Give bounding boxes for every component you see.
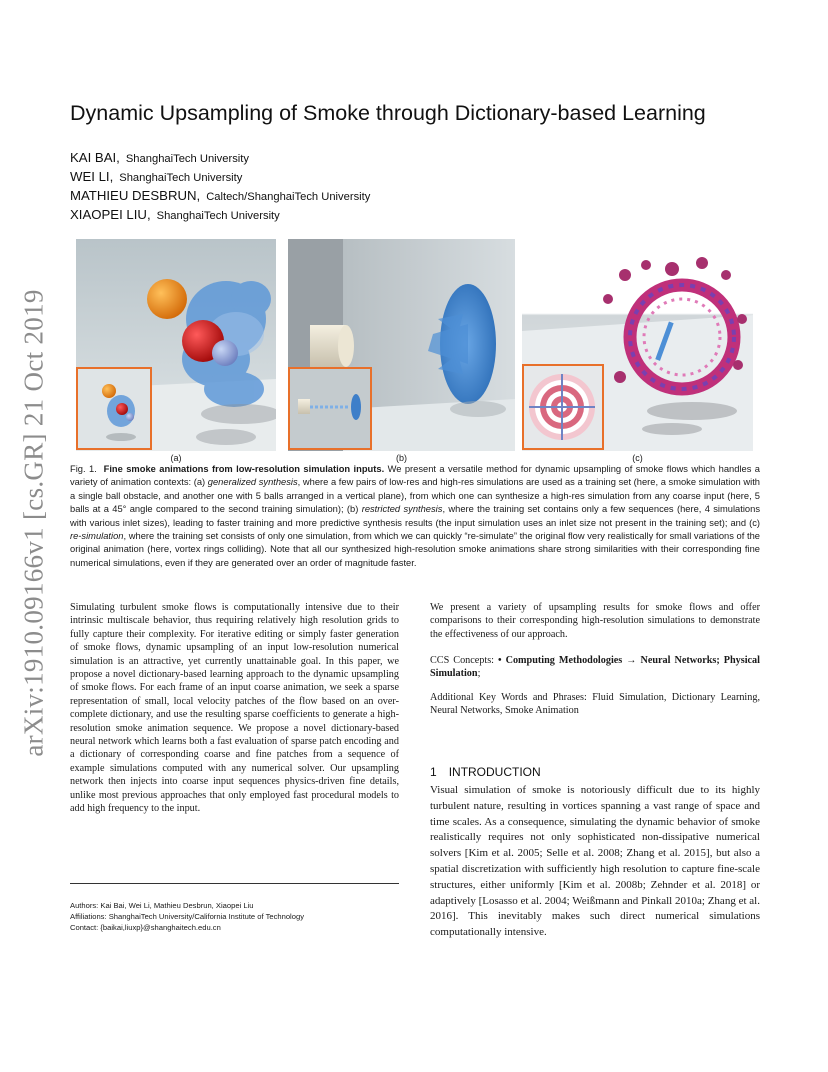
author-line <box>70 207 280 222</box>
ccs-concepts: CCS Concepts: • Computing Methodologies → Neural Networks; Physical Simulation; <box>430 655 760 680</box>
arxiv-stamp: arXiv:1910.09166v1 [cs.GR] 21 Oct 2019 <box>18 289 49 757</box>
keywords: Additional Key Words and Phrases: Fluid Simulation, Dictionary Learning, Neural Networks, Smoke Animation <box>430 692 760 717</box>
abstract-text: Simulating turbulent smoke flows is computationally intensive due to their intrinsic multiscale behavior, thus requiring relatively high resolution grids to fully capture their complexity. For iterative editing or simply faster generation of smoke flows, dynamic upsampling of an input low-resolution numerical simulation is an attractive, yet currently unattainable goal. In this paper, we propose a novel dictionary-based learning approach to the dynamic upsampling of smoke flows. For each frame of an input coarse animation, we seek a sparse representation of small, local velocity patches of the flow based on an over-complete dictionary, and use the resulting sparse coefficients to generate a high-resolution smoke animation sequence. We propose a novel dictionary-based neural network which learns both a fast evaluation of sparse patch encoding and a dictionary of corresponding coarse and fine patches from a sequence of example simulations computed with any numerical solver. Our upsampling network then injects into coarse input sequences physics-driven fine details, unlike most previous approaches that only employed fast procedural models to add high frequency to the input. <box>70 602 399 815</box>
panel-label-b: (b) <box>396 453 407 463</box>
author-line <box>70 150 249 165</box>
author-name: WEI LI, <box>70 169 114 184</box>
section-heading: 1 INTRODUCTION <box>430 765 541 779</box>
author-name: MATHIEU DESBRUN, <box>70 188 201 203</box>
caption-label: Fig. 1. <box>70 464 97 474</box>
footnote-affiliations: Affiliations: ShanghaiTech University/California Institute of Technology <box>70 912 304 921</box>
footnote-divider <box>70 883 399 884</box>
author-affiliation: ShanghaiTech University <box>156 210 280 222</box>
footnote-authors: Authors: Kai Bai, Wei Li, Mathieu Desbrun, Xiaopei Liu <box>70 901 254 910</box>
caption-title: Fine smoke animations from low-resolution simulation inputs. <box>103 464 385 474</box>
author-name: XIAOPEI LIU, <box>70 207 151 222</box>
panel-label-a: (a) <box>170 453 182 463</box>
author-affiliation: ShanghaiTech University <box>125 153 249 165</box>
introduction-text: Visual simulation of smoke is notoriously difficult due to its highly turbulent nature, resulting in vortices spanning a vast range of space and time scales. As a consequence, simulating the dynamic behavior of smoke realistically requires not only sophisticated non-dissipative numerical solvers [Kim et al. 2005; Selle et al. 2008; Zhang et al. 2015], but also a spatial discretization with sufficiently high resolution to capture fine-scale structures, either uniformly [Kim et al. 2008b; Zehnder et al. 2018] or adaptively [Losasso et al. 2004; Weißmann and Pinkall 2010a; Zhang et al. 2016]. This inevitably makes such direct numerical simulations computationally intensive. <box>430 784 760 939</box>
figure-panel-a <box>76 239 276 451</box>
author-line <box>70 188 370 203</box>
figure-panel-b <box>288 239 515 451</box>
figure-caption: Fig. 1. Fine smoke animations from low-resolution simulation inputs. We present a versatile method for dynamic upsampling of smoke flows which handles a variety of animation contexts: (a) generalized synthesis, where a few pairs of low-res and high-res simulations are used as a training set (here, a smoke simulation with a single ball obstacle, and another one with 5 balls arranged in a vertical plane), from which one can synthesize a high-res simulation from any coarse input (here, 5 balls at a 45° angle compared to the second training simulation); (b) restricted synthesis, where the training set contains only a few sequences (here, 4 simulations with various inlet sizes), leading to faster training and more predictive synthesis results (the input simulation uses an inlet size not present in the training set); and (c) re-simulation, where the training set consists of only one simulation, from which we can quickly “re-simulate” the original flow very realistically for small variations of the original animation (here, vortex rings colliding). Note that all our synthesized high-resolution smoke animations share strong similarities with their corresponding fine numerical simulations, even if they are generated over an order of magnitude faster. <box>70 464 760 568</box>
author-line <box>70 169 242 184</box>
footnote-contact: Contact: {baikai,liuxp}@shanghaitech.edu.cn <box>70 923 221 932</box>
figure-panel-c <box>522 239 753 451</box>
paper-title: Dynamic Upsampling of Smoke through Dictionary-based Learning <box>70 101 706 125</box>
author-name: KAI BAI, <box>70 150 120 165</box>
abstract-continuation: We present a variety of upsampling results for smoke flows and offer comparisons to their corresponding high-resolution simulations to demonstrate the effectiveness of our approach. <box>430 602 760 640</box>
panel-label-c: (c) <box>632 453 643 463</box>
author-affiliation: ShanghaiTech University <box>119 172 243 184</box>
author-affiliation: Caltech/ShanghaiTech University <box>206 191 371 203</box>
